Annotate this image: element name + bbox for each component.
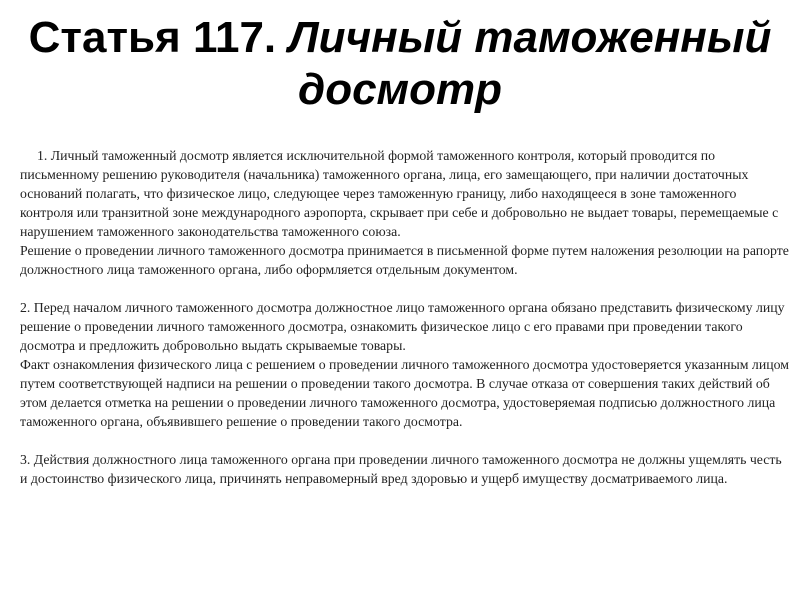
slide-body — [20, 146, 792, 488]
paragraph-spacer — [20, 279, 792, 298]
title-article-name: Личный таможенный досмотр — [288, 13, 772, 114]
paragraph-spacer — [20, 431, 792, 450]
slide-title — [10, 12, 790, 116]
paragraph-4: Факт ознакомления физического лица с решением о проведении личного таможенного досмотра удостоверяется указанным лицом путем соответствующей надписи на решении о проведении такого досмотра. В случае отказа от совершения таких действий об этом делается отметка на решении о проведении личного таможенного досмотра, удостоверяемая подписью должностного лица таможенного органа, объявившего решение о проведении такого досмотра. — [20, 357, 789, 429]
paragraph-2: Решение о проведении личного таможенного досмотра принимается в письменной форме путем наложения резолюции на рапорте должностного лица таможенного органа, либо оформляется отдельным документом. — [20, 243, 789, 277]
paragraph-3: 2. Перед началом личного таможенного досмотра должностное лицо таможенного органа обязано представить физическому лицу решение о проведении личного таможенного досмотра, ознакомить физическое лицо с его правами при проведении такого досмотра и предложить добровольно выдать скрываемые товары. — [20, 300, 785, 353]
title-article-number: Статья 117. — [28, 13, 289, 62]
paragraph-5: 3. Действия должностного лица таможенного органа при проведении личного таможенного досмотра не должны ущемлять честь и достоинство физического лица, причинять неправомерный вред здоровью и ущерб имуществу досматриваемого лица. — [20, 452, 782, 486]
paragraph-1: 1. Личный таможенный досмотр является исключительной формой таможенного контроля, который проводится по письменному решению руководителя (начальника) таможенного органа, лица, его замещающего, при наличии достаточных оснований полагать, что физическое лицо, следующее через таможенную границу, либо находящееся в зоне таможенного контроля или транзитной зоне международного аэропорта, скрывает при себе и добровольно не выдает товары, перемещаемые с нарушением таможенного законодательства таможенного союза. — [20, 148, 779, 239]
